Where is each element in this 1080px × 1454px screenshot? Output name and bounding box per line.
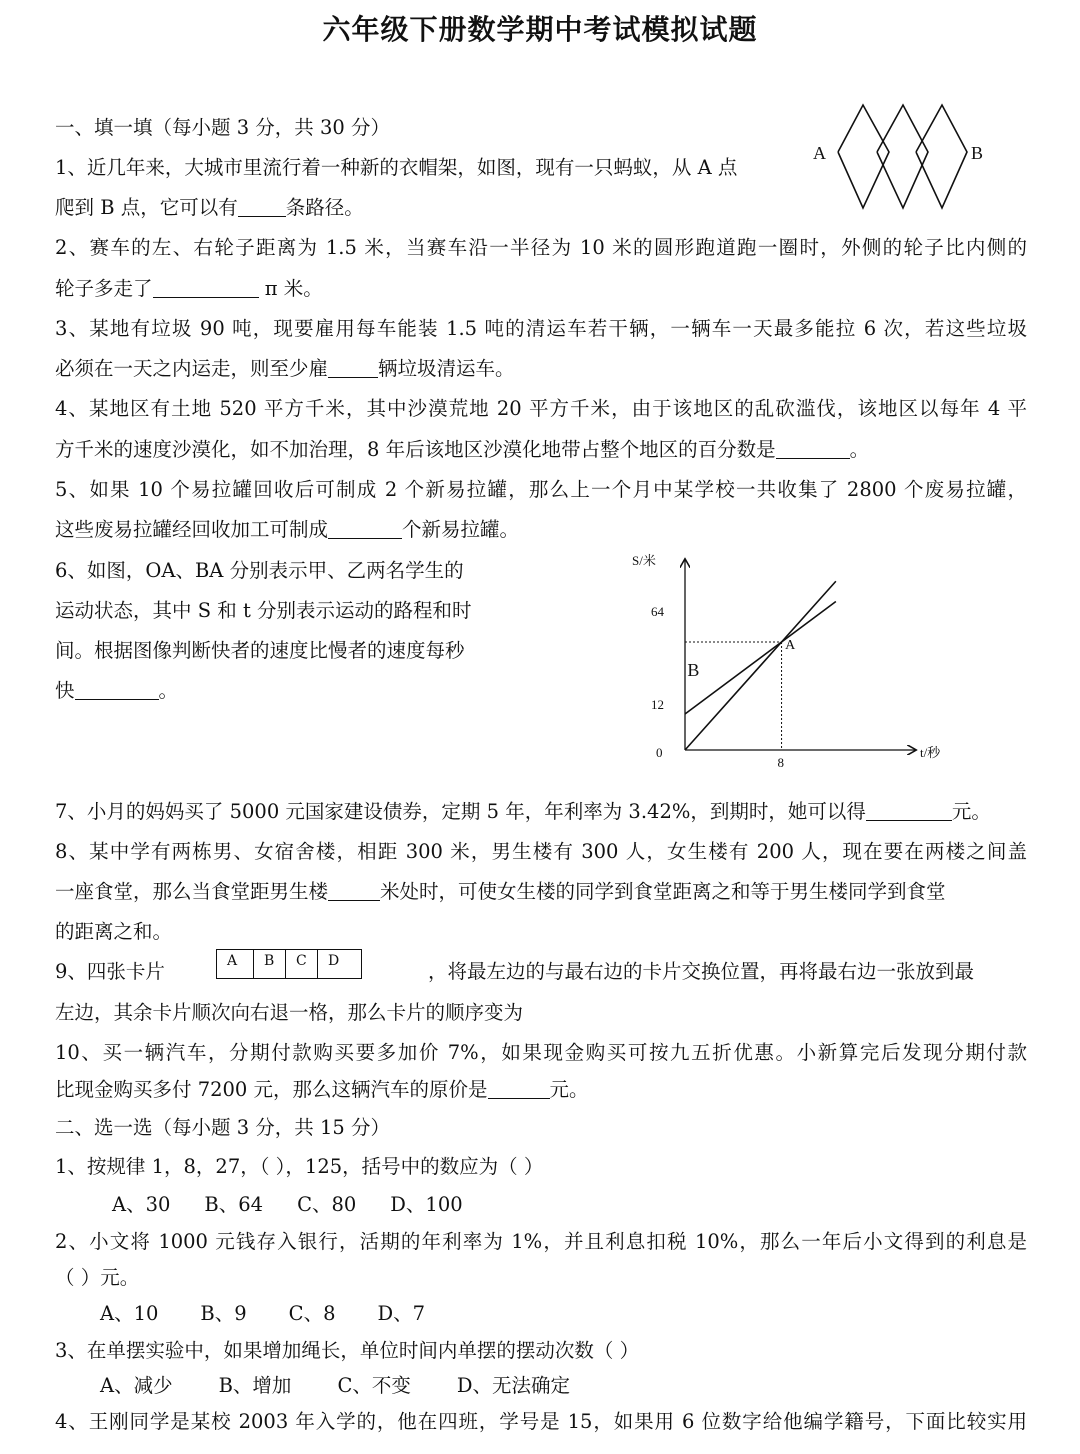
section-1-heading: 一、填一填（每小题 3 分，共 30 分） [55,116,391,139]
q2-text-b: π 米。 [258,277,323,300]
y-tick-12: 12 [651,697,664,712]
q5-line2 [55,517,519,543]
q4-line1: 4、某地区有土地 520 平方千米，其中沙漠荒地 20 平方千米，由于该地区的乱砍滥伐，该地区以每年 4 平 [55,397,1027,420]
option-c: C、80 [297,1193,357,1216]
q3-answer-blank [328,357,378,378]
q6-text-a: 快 [55,679,75,702]
card-row [216,949,362,979]
option-d: D、7 [377,1302,426,1325]
q8-line3: 的距离之和。 [55,920,173,943]
q1-text-a: 爬到 B 点，它可以有 [55,196,238,219]
y-tick-64: 64 [651,604,664,619]
line-ba [685,602,836,715]
q4-text-a: 方千米的速度沙漠化，如不加治理，8 年后该地区沙漠化地带占整个地区的百分数是 [55,438,776,461]
q10-line1: 10、买一辆汽车，分期付款购买要多加价 7%，如果现金购买可按九五折优惠。小新算完后发现分期付款 [55,1041,1027,1064]
option-d: D、100 [390,1193,463,1216]
q5-text-b: 个新易拉罐。 [402,518,520,541]
option-a: A、10 [100,1302,159,1325]
q7-line1 [55,799,991,825]
q2-answer-blank [153,277,259,298]
q1-text-b: 条路径。 [285,196,364,219]
option-c: C、8 [288,1302,336,1325]
point-b-label: B [971,143,984,163]
s2-q1-line1: 1、按规律 1，8，27，（ ），125，括号中的数应为（ ） [55,1155,544,1178]
option-d: D、无法确定 [456,1374,570,1397]
q4-answer-blank [776,438,850,459]
s2-q4-line1: 4、王刚同学是某校 2003 年入学的，他在四班，学号是 15，如果用 6 位数字给他编学籍号，下面比较实用 [55,1410,1027,1433]
q4-text-b: 。 [849,438,870,461]
option-c: C、不变 [337,1374,411,1397]
option-b: B、64 [204,1193,264,1216]
option-a: A、减少 [100,1374,173,1397]
q10-answer-blank [488,1078,550,1099]
q7-answer-blank [866,800,952,821]
s2-q2-options [100,1301,425,1327]
q5-line1: 5、如果 10 个易拉罐回收后可制成 2 个新易拉罐，那么上一个月中某学校一共收集了 2800 个废易拉罐， [55,478,1027,501]
q5-text-a: 这些废易拉罐经回收加工可制成 [55,518,329,541]
q9-line2: 左边，其余卡片顺次向右退一格，那么卡片的顺序变为 [55,1001,524,1024]
q1-line2 [55,195,364,221]
page-title: 六年级下册数学期中考试模拟试题 [322,13,758,46]
x-tick-8: 8 [777,755,785,770]
rhombus-2 [877,105,928,208]
q6-line4 [55,678,178,704]
q3-line2 [55,356,515,382]
q6-line1: 6、如图，OA、BA 分别表示甲、乙两名学生的 [55,559,464,582]
motion-graph [620,550,941,775]
q8-text-b: 米处时，可使女生楼的同学到食堂距离之和等于男生楼同学到食堂 [380,880,946,903]
rhombus-1 [838,105,889,208]
origin-label: 0 [656,745,663,760]
q10-text-a: 比现金购买多付 7200 元，那么这辆汽车的原价是 [55,1078,488,1101]
q8-line1: 8、某中学有两栋男、女宿舍楼，相距 300 米，男生楼有 300 人，女生楼有 200 人，现在要在两楼之间盖 [55,840,1027,863]
option-b: B、增加 [218,1374,292,1397]
q10-line2 [55,1077,589,1103]
q8-answer-blank [328,880,380,901]
point-b-label: B [687,659,700,680]
card-d: D [318,949,362,979]
card-c: C [286,949,318,979]
q6-answer-blank [75,679,159,700]
q10-text-b: 元。 [549,1078,589,1101]
q9-line1-rest: ，将最左边的与最右边的卡片交换位置，再将最右边一张放到最 [428,960,975,983]
q7-text-a: 7、小月的妈妈买了 5000 元国家建设债券，定期 5 年，年利率为 3.42%，到期时，她可以得 [55,800,866,823]
option-b: B、9 [200,1302,247,1325]
section-2-heading: 二、选一选（每小题 3 分，共 15 分） [55,1116,391,1139]
option-a: A、30 [112,1193,171,1216]
s2-q1-options [112,1192,463,1218]
q8-text-a: 一座食堂，那么当食堂距男生楼 [55,880,329,903]
y-axis-label: S/米 [632,553,656,568]
q3-text-b: 辆垃圾清运车。 [378,357,515,380]
q4-line2 [55,437,869,463]
s2-q3-line1: 3、在单摆实验中，如果增加绳长，单位时间内单摆的摆动次数（ ） [55,1339,640,1362]
q3-line1: 3、某地有垃圾 90 吨，现要雇用每车能装 1.5 吨的清运车若干辆，一辆车一天最多能拉 6 次，若这些垃圾 [55,317,1027,340]
point-a-label: A [813,143,826,163]
q8-line2 [55,879,946,905]
q7-text-b: 元。 [951,800,991,823]
coat-rack-figure [805,100,1000,218]
q2-line1: 2、赛车的左、右轮子距离为 1.5 米，当赛车沿一半径为 10 米的圆形跑道跑一圈时，外侧的轮子比内侧的 [55,236,1027,259]
s2-q2-line1: 2、小文将 1000 元钱存入银行，活期的年利率为 1%，并且利息扣税 10%，那么一年后小文得到的利息是 [55,1230,1027,1253]
card-b: B [254,949,286,979]
s2-q3-options [100,1373,570,1399]
x-axis-label: t/秒 [920,745,941,760]
point-a-label: A [785,637,796,653]
q2-line2 [55,276,323,302]
card-a: A [216,949,254,979]
rhombus-3 [916,105,967,208]
q9-label: 9、四张卡片 [55,960,165,983]
s2-q2-line2: （ ）元。 [55,1266,140,1289]
q6-text-b: 。 [158,679,179,702]
q2-text-a: 轮子多走了 [55,277,153,300]
q1-line1: 1、近几年来，大城市里流行着一种新的衣帽架，如图，现有一只蚂蚁，从 A 点 [55,156,738,179]
q3-text-a: 必须在一天之内运走，则至少雇 [55,357,329,380]
q5-answer-blank [328,518,402,539]
q6-line2: 运动状态，其中 S 和 t 分别表示运动的路程和时 [55,599,472,622]
q6-line3: 间。根据图像判断快者的速度比慢者的速度每秒 [55,639,465,662]
line-oa [685,581,836,750]
q1-answer-blank [238,196,286,217]
